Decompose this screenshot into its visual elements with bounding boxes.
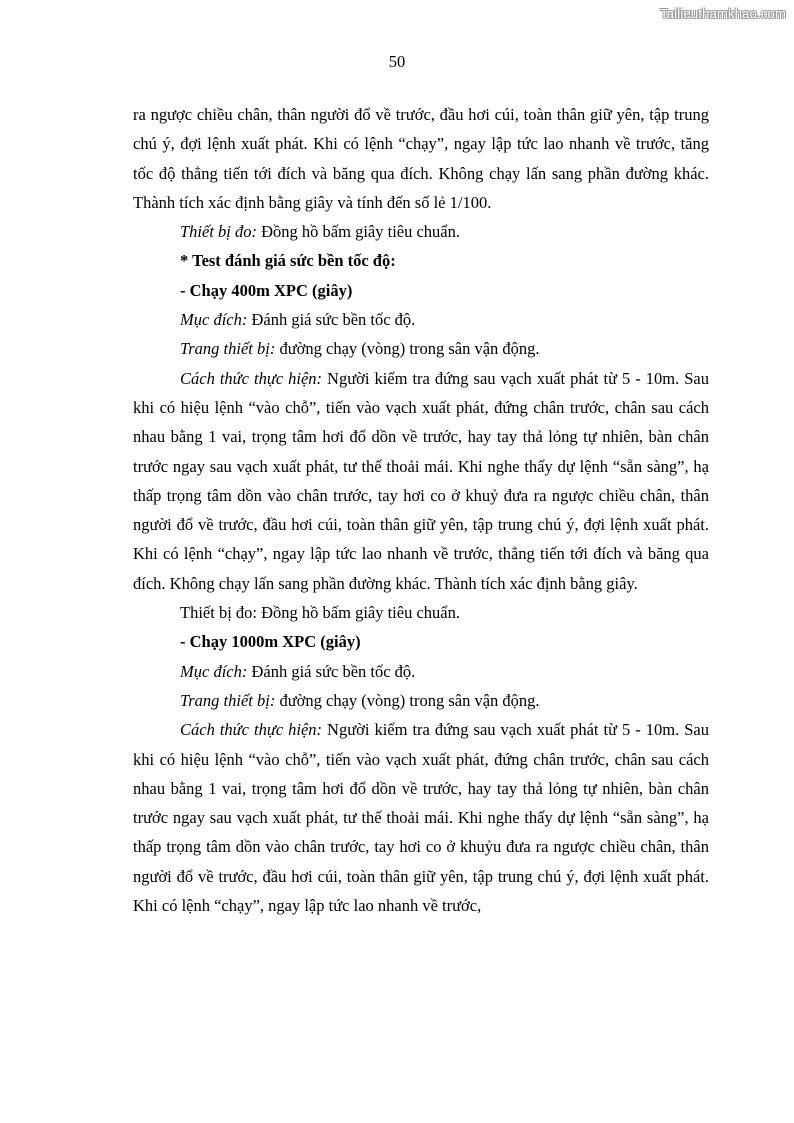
purpose-text: Đánh giá sức bền tốc độ. [247, 310, 416, 330]
equipment-label: Thiết bị đo: [180, 222, 257, 242]
page-number: 50 [388, 52, 406, 71]
watermark: Tailieuthamkhao.com [660, 6, 786, 21]
page-content [133, 100, 709, 920]
test-heading: * Test đánh giá sức bền tốc độ: [180, 251, 396, 271]
method-label: Cách thức thực hiện: [180, 720, 323, 740]
run1000-method [133, 715, 709, 920]
run400-heading: - Chạy 400m XPC (giây) [180, 280, 353, 300]
facility-text: đường chạy (vòng) trong sân vận động. [275, 339, 540, 359]
method-label: Cách thức thực hiện: [180, 368, 323, 388]
run1000-heading: - Chạy 1000m XPC (giây) [180, 632, 361, 652]
method-text: Người kiểm tra đứng sau vạch xuất phát từ 5 - 10m. Sau khi có hiệu lệnh “vào chỗ”, tiến vào vạch xuất phát, đứng chân trước, chân sau cách nhau bằng 1 vai, trọng tâm hơi đổ dồn về trước, hay tay thả lỏng tự nhiên, bàn chân trước ngay sau vạch xuất phát, tư thế thoải mái. Khi nghe thấy dự lệnh “sẵn sàng”, hạ thấp trọng tâm dồn vào chân trước, tay hơi co ở khuỷ đưa ra ngược chiều chân, thân người đổ về trước, đầu hơi cúi, toàn thân giữ yên, tập trung chú ý, đợi lệnh xuất phát. Khi có lệnh “chạy”, ngay lập tức lao nhanh về trước, thẳng tiến tới đích và băng qua đích. Không chạy lấn sang phần đường khác. Thành tích xác định bằng giây. [133, 368, 709, 593]
purpose-text: Đánh giá sức bền tốc độ. [247, 661, 416, 681]
equipment-line-1 [133, 217, 709, 246]
run400-equipment: Thiết bị đo: Đồng hồ bấm giây tiêu chuẩn. [180, 603, 460, 623]
facility-label: Trang thiết bị: [180, 690, 276, 710]
facility-label: Trang thiết bị: [180, 339, 276, 359]
run400-facility [133, 334, 709, 363]
run1000-purpose [133, 657, 709, 686]
run1000-facility [133, 686, 709, 715]
equipment-text: Đồng hồ bấm giây tiêu chuẩn. [257, 222, 460, 242]
run400-purpose [133, 305, 709, 334]
run400-method [133, 364, 709, 598]
method-text: Người kiểm tra đứng sau vạch xuất phát từ 5 - 10m. Sau khi có hiệu lệnh “vào chỗ”, tiến vào vạch xuất phát, đứng chân trước, chân sau cách nhau bằng 1 vai, trọng tâm hơi đổ dồn về trước, hay tay thả lỏng tự nhiên, bàn chân trước ngay sau vạch xuất phát, tư thế thoải mái. Khi nghe thấy dự lệnh “sẵn sàng”, hạ thấp trọng tâm dồn vào chân trước, tay hơi co ở khuỷu đưa ra ngược chiều chân, thân người đổ về trước, đầu hơi cúi, toàn thân giữ yên, tập trung chú ý, đợi lệnh xuất phát. Khi có lệnh “chạy”, ngay lập tức lao nhanh về trước, [133, 720, 709, 916]
paragraph-continuation: ra ngược chiều chân, thân người đổ về trước, đầu hơi cúi, toàn thân giữ yên, tập trung chú ý, đợi lệnh xuất phát. Khi có lệnh “chạy”, ngay lập tức lao nhanh về trước, tăng tốc độ thẳng tiến tới đích và băng qua đích. Không chạy lấn sang phần đường khác. Thành tích xác định bằng giây và tính đến số lẻ 1/100. [133, 105, 709, 212]
purpose-label: Mục đích: [180, 310, 248, 330]
purpose-label: Mục đích: [180, 661, 248, 681]
facility-text: đường chạy (vòng) trong sân vận động. [275, 690, 540, 710]
